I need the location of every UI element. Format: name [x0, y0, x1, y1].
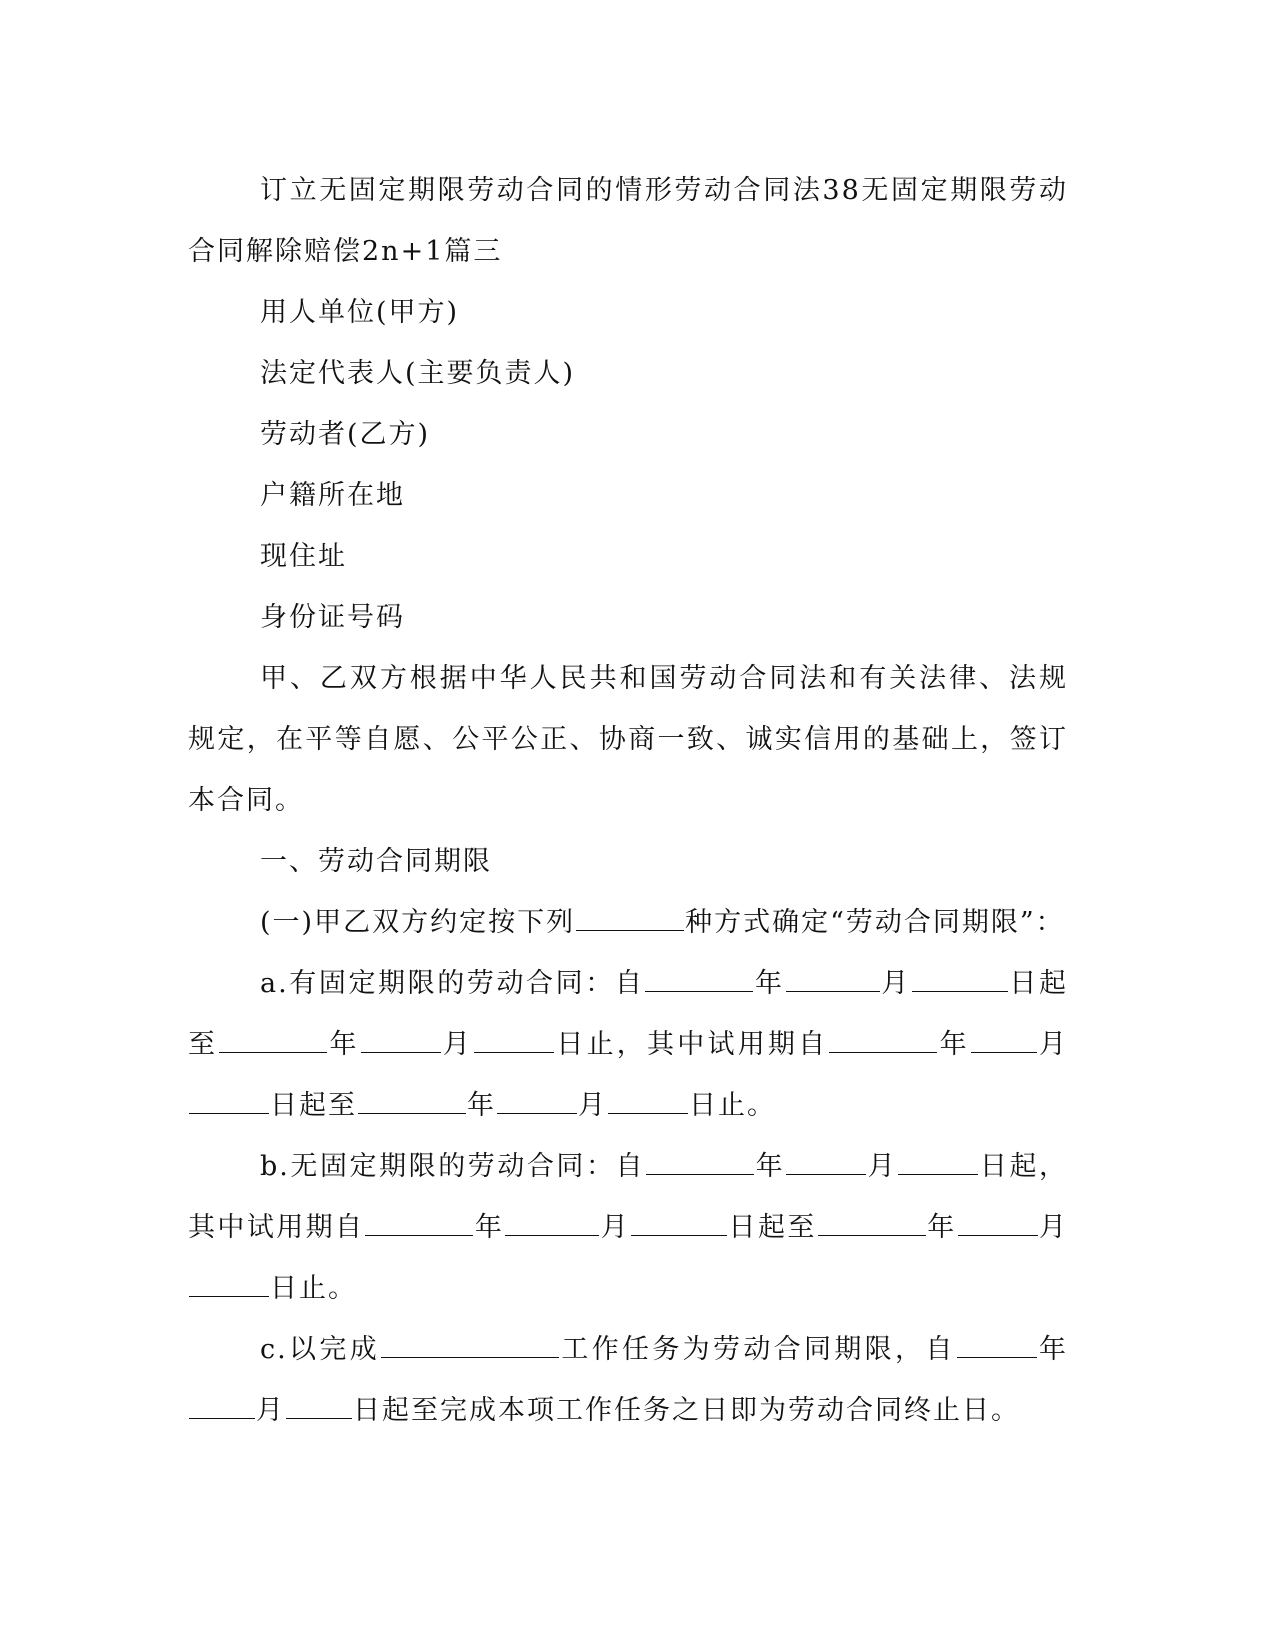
blank-line[interactable]	[786, 1148, 866, 1175]
clause-text: b.无固定期限的劳动合同：自	[260, 1151, 646, 1182]
blank-line[interactable]	[608, 1087, 688, 1114]
blank-line[interactable]	[361, 1026, 441, 1053]
blank-line[interactable]	[898, 1148, 978, 1175]
clause-text: 月	[1037, 1029, 1069, 1060]
blank-line[interactable]	[286, 1392, 352, 1419]
clause-text: 日起至	[270, 1090, 357, 1121]
clause-text: 年	[754, 968, 785, 999]
blank-line[interactable]	[912, 965, 1008, 992]
clause-text: 日起至	[188, 968, 1069, 1060]
field-employee: 劳动者(乙方)	[260, 419, 431, 450]
blank-line[interactable]	[829, 1026, 937, 1053]
document-body	[188, 160, 1068, 1441]
clause-c-task-based-term	[188, 1319, 1068, 1441]
clause-text: 年	[938, 1029, 970, 1060]
clause-text: (一)甲乙双方约定按下列	[260, 907, 576, 938]
field-id-number: 身份证号码	[260, 602, 405, 633]
clause-a-fixed-term	[188, 953, 1068, 1136]
blank-line[interactable]	[957, 1331, 1037, 1358]
blank-line[interactable]	[497, 1087, 577, 1114]
blank-line[interactable]	[505, 1209, 599, 1236]
blank-line[interactable]	[645, 965, 753, 992]
blank-line[interactable]	[365, 1209, 473, 1236]
blank-line[interactable]	[189, 1087, 269, 1114]
clause-method-selection	[188, 892, 1068, 953]
clause-text: 年	[1037, 1334, 1069, 1365]
document-title: 订立无固定期限劳动合同的情形劳动合同法38无固定期限劳动合同解除赔偿2n+1篇三	[188, 175, 1068, 267]
blank-line[interactable]	[786, 965, 880, 992]
blank-line[interactable]	[189, 1270, 269, 1297]
clause-text: 月	[441, 1029, 474, 1060]
clause-text: 年	[328, 1029, 360, 1060]
blank-line[interactable]	[631, 1209, 727, 1236]
clause-text: a.有固定期限的劳动合同：自	[260, 968, 645, 999]
clause-text: 年	[467, 1090, 496, 1121]
field-employer: 用人单位(甲方)	[260, 297, 460, 328]
clause-text: 日止。	[689, 1090, 776, 1121]
clause-text: 日起，其中试用期自	[188, 1151, 1069, 1243]
blank-line[interactable]	[646, 1148, 754, 1175]
clause-text: 月	[1038, 1212, 1069, 1243]
clause-text: 年	[474, 1212, 505, 1243]
clause-text: 日起至	[728, 1212, 817, 1243]
blank-line[interactable]	[576, 904, 684, 931]
field-legal-representative: 法定代表人(主要负责人)	[260, 358, 576, 389]
clause-text: 月	[867, 1151, 898, 1182]
clause-text: 日止。	[270, 1273, 357, 1304]
clause-text: 月	[880, 968, 911, 999]
field-current-address: 现住址	[260, 541, 347, 572]
blank-line[interactable]	[381, 1331, 559, 1358]
preamble-paragraph: 甲、乙双方根据中华人民共和国劳动合同法和有关法律、法规规定，在平等自愿、公平公正、协商一致、诚实信用的基础上，签订本合同。	[188, 663, 1068, 816]
clause-text: 月	[600, 1212, 631, 1243]
clause-text: 种方式确定“劳动合同期限”：	[685, 907, 1065, 938]
clause-text: 年	[926, 1212, 957, 1243]
blank-line[interactable]	[971, 1026, 1037, 1053]
blank-line[interactable]	[189, 1392, 255, 1419]
clause-text: 月	[578, 1090, 607, 1121]
clause-text: 年	[755, 1151, 786, 1182]
blank-line[interactable]	[818, 1209, 926, 1236]
blank-line[interactable]	[358, 1087, 466, 1114]
clause-text: 日止，其中试用期自	[555, 1029, 829, 1060]
blank-line[interactable]	[958, 1209, 1038, 1236]
blank-line[interactable]	[219, 1026, 327, 1053]
clause-text: 月	[256, 1395, 285, 1426]
section-heading-contract-term: 一、劳动合同期限	[260, 846, 492, 877]
clause-text: 工作任务为劳动合同期限，自	[560, 1334, 956, 1365]
clause-b-open-ended-term	[188, 1136, 1068, 1319]
field-household-registration: 户籍所在地	[260, 480, 405, 511]
blank-line[interactable]	[474, 1026, 554, 1053]
clause-text: c.以完成	[260, 1334, 381, 1365]
clause-text: 日起至完成本项工作任务之日即为劳动合同终止日。	[353, 1395, 1020, 1426]
